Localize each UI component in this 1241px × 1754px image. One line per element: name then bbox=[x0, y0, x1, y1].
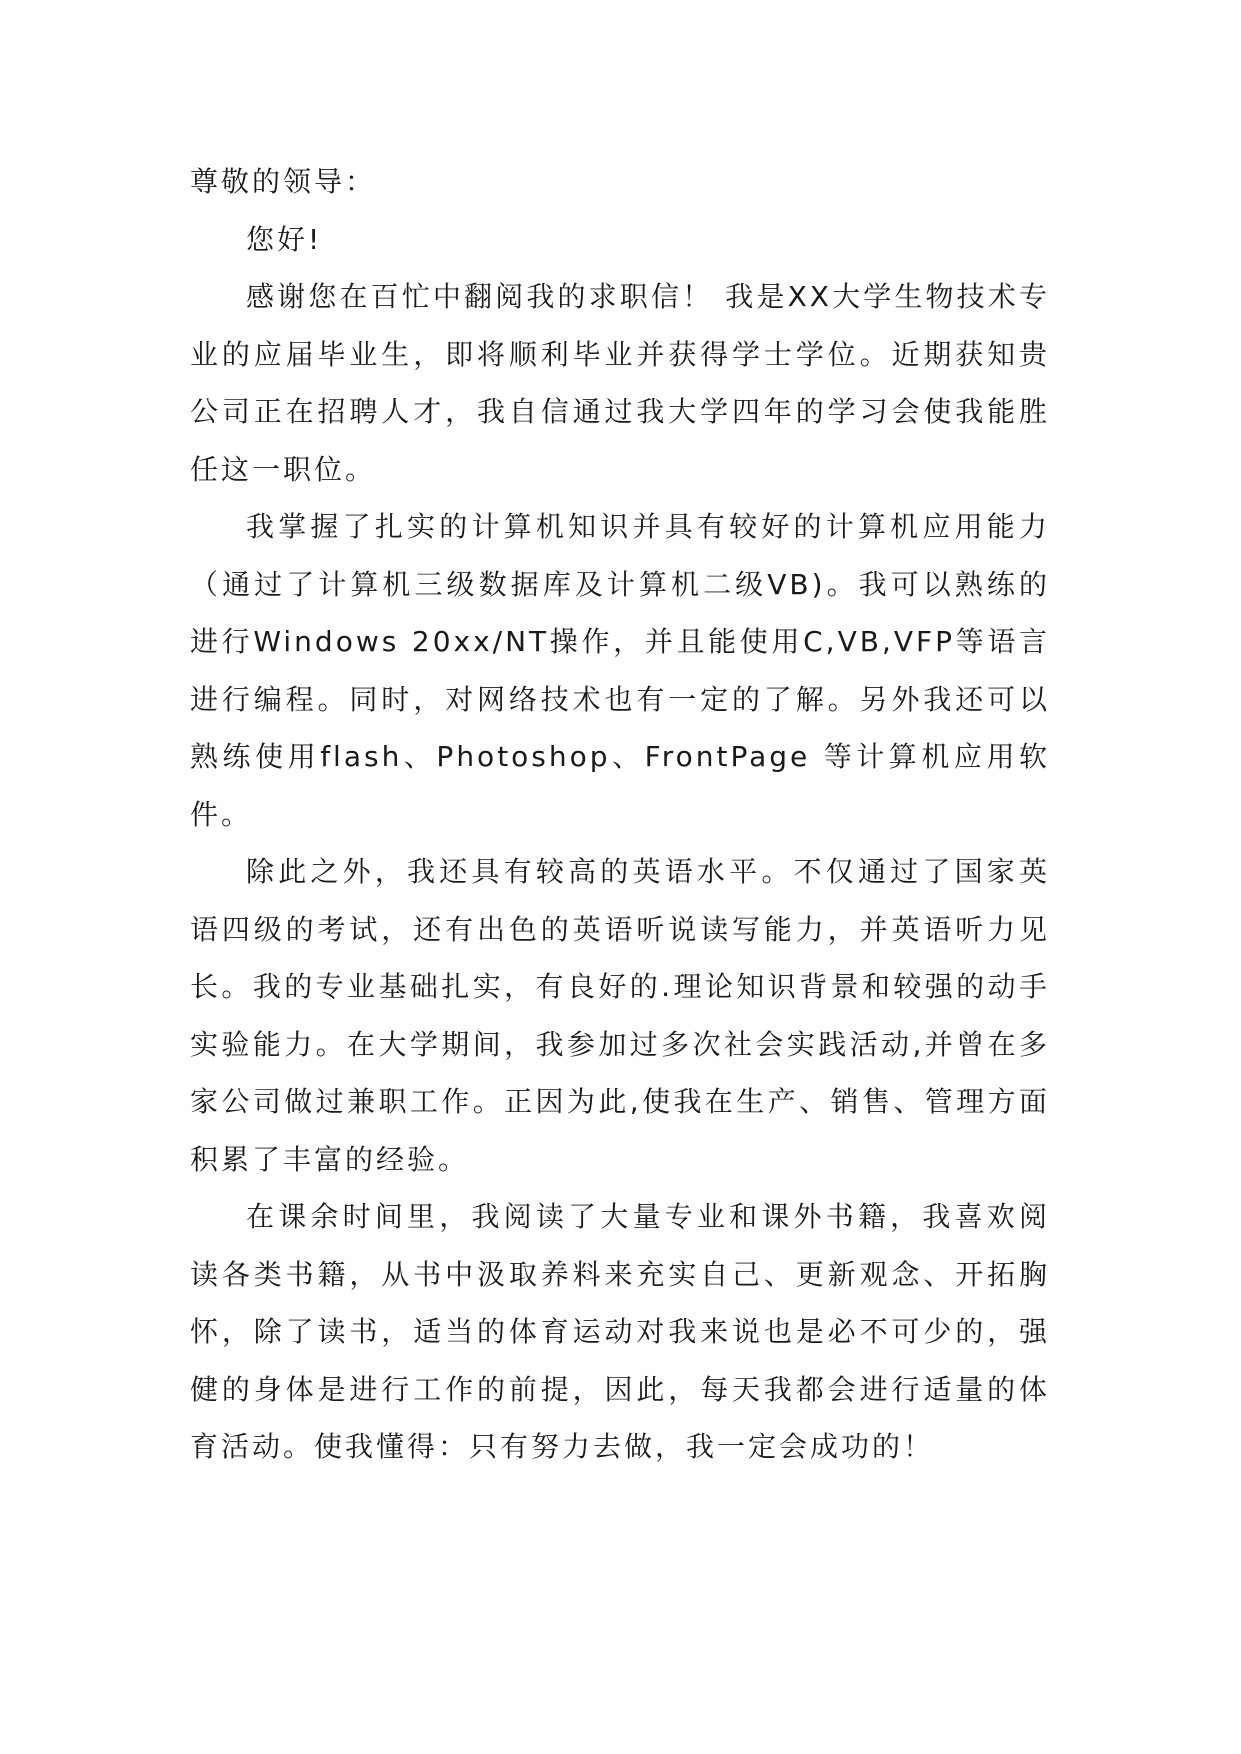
paragraph-intro: 感谢您在百忙中翻阅我的求职信！ 我是XX大学生物技术专业的应届毕业生，即将顺利毕业并获得学士学位。近期获知贵公司正在招聘人才，我自信通过我大学四年的学习会使我能胜任这一职位。 bbox=[190, 280, 1050, 486]
paragraph-hobbies: 在课余时间里，我阅读了大量专业和课外书籍，我喜欢阅读各类书籍，从书中汲取养料来充实自己、更新观念、开拓胸怀，除了读书，适当的体育运动对我来说也是必不可少的，强健的身体是进行工作的前提，因此，每天我都会进行适量的体育活动。使我懂得：只有努力去做，我一定会成功的！ bbox=[190, 1200, 1050, 1463]
letter-body bbox=[190, 153, 1050, 1476]
paragraph-computer-skills: 我掌握了扎实的计算机知识并具有较好的计算机应用能力（通过了计算机三级数据库及计算机二级VB)。我可以熟练的进行Windows 20xx/NT操作，并且能使用C,VB,VFP等语言进行编程。同时，对网络技术也有一定的了解。另外我还可以熟练使用flash、Photoshop、FrontPage 等计算机应用软件。 bbox=[190, 510, 1050, 831]
greeting: 您好! bbox=[246, 222, 323, 256]
paragraph-english-skills: 除此之外，我还具有较高的英语水平。不仅通过了国家英语四级的考试，还有出色的英语听说读写能力，并英语听力见长。我的专业基础扎实，有良好的.理论知识背景和较强的动手实验能力。在大学期间，我参加过多次社会实践活动,并曾在多家公司做过兼职工作。正因为此,使我在生产、销售、管理方面积累了丰富的经验。 bbox=[190, 855, 1050, 1176]
salutation: 尊敬的领导： bbox=[190, 165, 377, 198]
